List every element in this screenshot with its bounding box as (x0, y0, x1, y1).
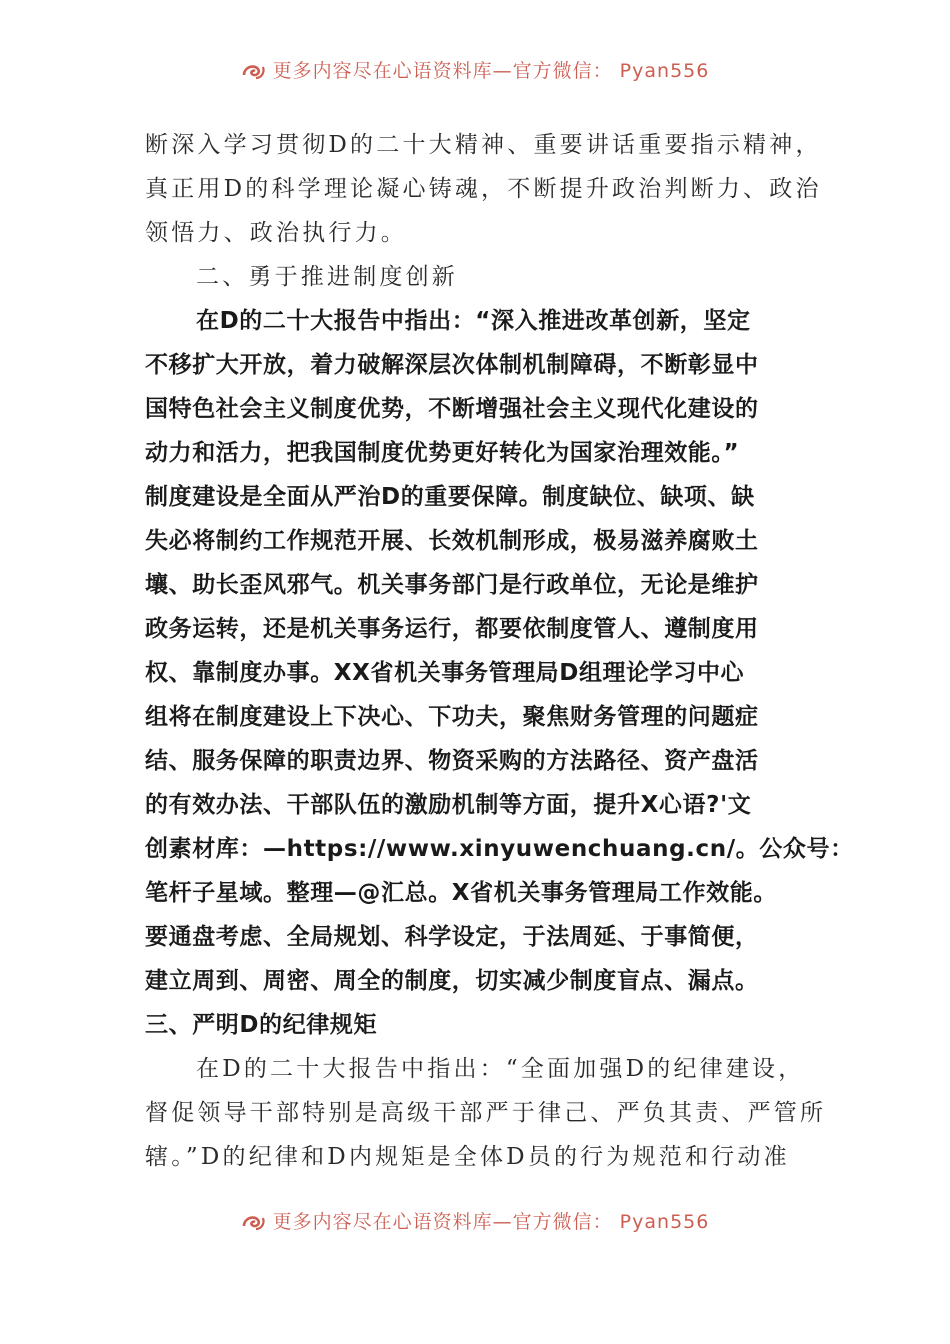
body-line: 权、靠制度办事。XX省机关事务管理局D组理论学习中心 (145, 660, 745, 686)
body-line: 动力和活力，把我国制度优势更好转化为国家治理效能。” (145, 440, 740, 466)
watermark-text: 更多内容尽在心语资料库—官方微信： Pyan556 (272, 1211, 710, 1233)
body-line: 结、服务保障的职责边界、物资采购的方法路径、资产盘活 (145, 748, 759, 774)
body-line: 不移扩大开放，着力破解深层次体制机制障碍，不断彰显中 (145, 352, 759, 378)
body-line: 政务运转，还是机关事务运行，都要依制度管人、遵制度用 (145, 616, 759, 642)
watermark-text: 更多内容尽在心语资料库—官方微信： Pyan556 (272, 60, 710, 82)
body-line: 的有效办法、干部队伍的激励机制等方面，提升X心语?'文 (145, 792, 752, 818)
body-line: 失必将制约工作规范开展、长效机制形成，极易滋养腐败土 (145, 528, 759, 554)
body-line: 制度建设是全面从严治D的重要保障。制度缺位、缺项、缺 (145, 484, 755, 510)
body-line: 壤、助长歪风邪气。机关事务部门是行政单位，无论是维护 (145, 572, 759, 598)
watermark-header (0, 56, 950, 86)
body-line: 创素材库：—https://www.xinyuwenchuang.cn/。公众号： (145, 836, 854, 862)
swirl-logo-icon (241, 1212, 267, 1234)
body-line: 领悟力、政治执行力。 (145, 220, 407, 246)
body-line: 辖。”D的纪律和D内规矩是全体D员的行为规范和行动准 (145, 1144, 790, 1170)
body-line: 真正用D的科学理论凝心铸魂，不断提升政治判断力、政治 (145, 176, 822, 202)
body-line: 在D的二十大报告中指出：“深入推进改革创新，坚定 (196, 308, 751, 334)
body-line: 建立周到、周密、周全的制度，切实减少制度盲点、漏点。 (145, 968, 759, 994)
section-heading-3: 三、严明D的纪律规矩 (145, 1012, 378, 1038)
watermark-footer (0, 1207, 950, 1237)
body-line: 要通盘考虑、全局规划、科学设定，于法周延、于事简便， (145, 924, 759, 950)
swirl-logo-icon (241, 61, 267, 83)
body-line: 断深入学习贯彻D的二十大精神、重要讲话重要指示精神， (145, 132, 822, 158)
body-line: 在D的二十大报告中指出：“全面加强D的纪律建设， (196, 1056, 805, 1082)
body-line: 督促领导干部特别是高级干部严于律己、严负其责、严管所 (145, 1100, 827, 1126)
body-line: 组将在制度建设上下决心、下功夫，聚焦财务管理的问题症 (145, 704, 759, 730)
body-line: 国特色社会主义制度优势，不断增强社会主义现代化建设的 (145, 396, 759, 422)
section-heading-2: 二、勇于推进制度创新 (196, 264, 458, 290)
body-line: 笔杆子星域。整理—@汇总。X省机关事务管理局工作效能。 (145, 880, 777, 906)
